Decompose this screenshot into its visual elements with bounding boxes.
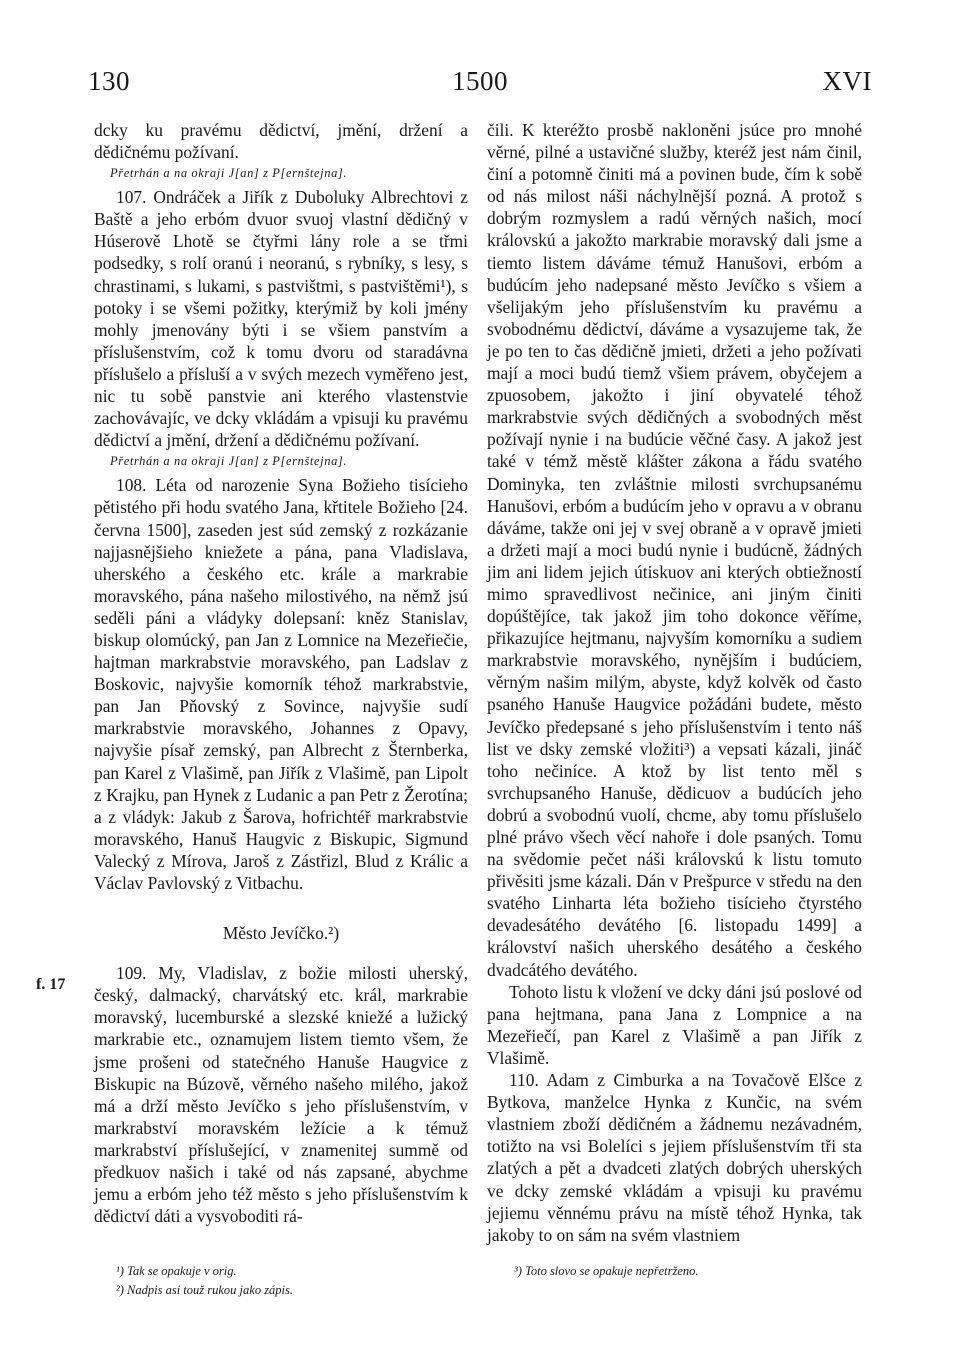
footnote-1: ¹) Tak se opakuje v orig. [116, 1264, 237, 1278]
entry-109: 109. My, Vladislav, z božie milosti uherský, český, dalmacký, charvátský etc. král, markrabie moravský, lucemburské a slezské kniežé a lužický markrabie etc., oznamujem listem tiemto všem, že jsme prošeni od statečného Hanuše Haugvice z Biskupic na Búzově, věrného našeho milého, jakož má a drží město Jevíčko s jeho příslušenstvím, v markrabství moravském ležície a k témuž markrabství příslušející, v znamenitej summě od předkuov našich i také od nás zapsané, abychme jemu a erbóm jeho též město s jeho příslušenstvím k dědictví dáti a vysvoboditi rá- [94, 963, 468, 1227]
footnote-3: ³) Toto slovo se opakuje nepřetrženo. [514, 1264, 699, 1278]
page-year: 1500 [452, 66, 508, 96]
volume-number: XVI [822, 66, 872, 96]
footnote-2: ²) Nadpis asi touž rukou jako zápis. [116, 1283, 294, 1297]
paragraph-continued: čili. K kteréžto prosbě nakloněni jsúce pro mnohé věrné, pilné a ustavičné služby, kteréž jest nám činil, činí a potomně činiti má a povinen bude, čím k sobě od nás milost náši náchylnější pozná. A protož s dobrým rozmyslem a radú věrných našich, mocí královskú a jakožto markrabie moravský dali jsme a tiemto listem dáváme témuž Hanušovi, erbóm a budúcím jeho nadepsané město Jevíčko s všiem a všelijakým jeho příslušenstvím ku pravému a svobodnému dědictví, dáváme a vysazujeme tak, že je po ten to čas dědičně jmieti, držeti a jeho požívati mají a moci budú tiemž všiem právem, obyčejem a zpuosobem, jakožto i jiní obyvatelé téhož markrabstvie svých dědičných a svobodných měst požívají nynie i na budúcie věčné časy. A jakož jest také v témž městě klášter zákona a řádu svatého Dominyka, ten zvláštnie milosti svrchupsanému Hanušovi, erbóm a budúcím jeho v opravu a v obranu dáváme, takže oni jej v svej obraně a v opravě jmieti a držeti mají a moci budú nynie i budúcně, žádných jim ani lidem jejich útiskuov ani kterých obtiežností mimo spravedlivost nečinice, ani jiným činiti dopúštějíce, tak jakož jim toho dokonce věříme, přikazujíce hejtmanu, najvyším komorníku a sudiem markrabstvie moravského, nynějším i budúciem, věrným našim milým, abyste, když kolvěk od často psaného Hanuše Haugvice požádáni budete, město Jevíčko předepsané s jeho příslušenstvím i tento náš list ve dsky zemské vložiti³) a vepsati kázali, jináč toho nečiníce. A ktož by list tento měl s svrchupsaného Hanuše, dědicuov a budúcích jeho dobrú a svobodnú vuolí, chcme, aby tomu příslušelo plné právo všech věcí nahoře i dole psaných. Tomu na svědomie pečet náši královskú k listu tomuto přivěsiti jsme kázali. Dán v Prešpurce v středu na den svatého Linharta léta božieho tisícieho čtyrstého devadesátého devátého [6. listopadu 1499] a království našich uherského desátého a českého dvadcátého devátého. [487, 120, 862, 980]
entry-110: 110. Adam z Cimburka a na Tovačově Elšce z Bytkova, manželce Hynka z Kunčic, na svém vlastniem zboží dědičném a žádnemu nezávadném, totižto na vsi Bolelíci s jejiem příslušenstvím tři sta zlatých a pět a dvadceti zlatých dobrých uherských ve dcky zemské vkládám a vpisuji ku pravému jejiemu věnnému právu na místě téhož Hynka, tak jakoby to on sám na svém vlastniem [487, 1070, 862, 1245]
entry-107: 107. Ondráček a Jiřík z Duboluky Albrechtovi z Baště a jeho erbóm dvuor svuoj vlastní dědičný v Húserově Lhotě se čtyřmi lány role a se třmi podsedky, s rolí oranú i neoranú, s rybníky, s lesy, s chrastinami, s lukami, s pastvištmi, s pastvištěmi¹), s potoky i se všemi požitky, kterýmiž by koli jmény mohly jmenovány býti i se všiem panstvím a příslušenstvím, což k tomu dvoru od staradávna příslušelo a přísluší a v svých mezech vyměřeno jest, nic tu sobě panstvie ani kterého vlastenstvie zachovávajíc, ve dcky vkládám a vpisuji ku pravému dědictví a jmění, držení a dědičnému požívaní. [94, 187, 468, 451]
entry-108: 108. Léta od narozenie Syna Božieho tisícieho pětistého při hodu svatého Jana, křtitele Božieho [24. června 1500], zaseden jest súd zemský z rozkázanie najjasnějšieho kniežete a pána, pana Vladislava, uherského a českého etc. krále a markrabie moravského, pána našeho milostivého, na němž jsú seděli páni a vládyky dolepsaní: kněz Stanislav, biskup olomúcký, pan Jan z Lomnice na Mezeřiečie, hajtman markrabstvie moravského, pan Ladslav z Boskovic, najvyšie komorník téhož markrabstvie, pan Jan Pňovský z Sovince, najvyšie sudí markrabstvie moravského, Johannes z Opavy, najvyšie písař zemský, pan Albrecht z Šternberka, pan Karel z Vlašimě, pan Jiřík z Vlašimě, pan Lipolt z Krajku, pan Hynek z Ludanic a pan Petr z Žerotína; a z vládyk: Jakub z Šarova, hofrichtéř markrabstvie moravského, Hanuš Haugvic z Biskupic, Sigmund Valecký z Mírova, Jaroš z Zástřizl, Blud z Králic a Václav Pavlovský z Vitbachu. [94, 475, 468, 893]
paragraph: Tohoto listu k vložení ve dcky dáni jsú poslové od pana hejtmana, pana Jana z Lompnice a na Mezeřiečí, pan Karel z Vlašimě a pan Jiřík z Vlašimě. [487, 981, 862, 1068]
footnotes-right [514, 1262, 699, 1281]
right-column [487, 119, 862, 1246]
page-number: 130 [88, 66, 130, 96]
paragraph-continued: dcky ku pravému dědictví, jmění, držení a dědičnému požívaní. [94, 120, 468, 163]
margin-note: Přetrhán a na okraji J[an] z P[ernštejna]. [110, 166, 348, 181]
margin-note: Přetrhán a na okraji J[an] z P[ernštejna]. [110, 454, 348, 469]
folio-mark: f. 17 [36, 976, 66, 993]
footnotes-left [116, 1262, 293, 1300]
section-heading: Město Jevíčko.²) [222, 923, 340, 944]
left-column [94, 119, 468, 1227]
